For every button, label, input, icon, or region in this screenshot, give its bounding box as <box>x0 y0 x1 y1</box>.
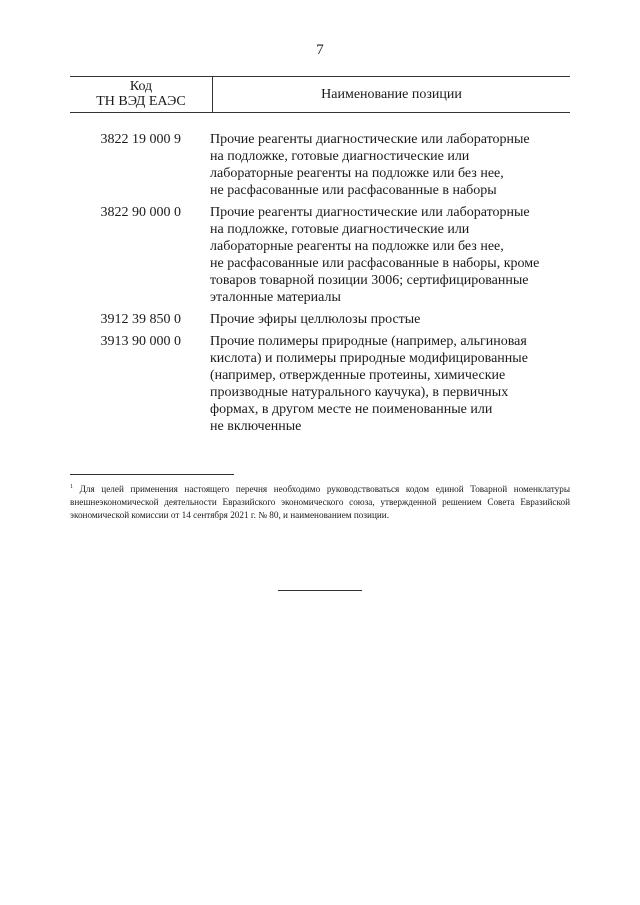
footnote-marker: 1 <box>70 484 73 490</box>
end-of-document-rule <box>278 590 362 591</box>
row-name <box>210 131 570 199</box>
row-name <box>210 204 570 306</box>
row-code: 3912 39 850 0 <box>100 312 181 327</box>
row-code: 3822 19 000 9 <box>100 132 181 147</box>
row-name-line: Прочие реагенты диагностические или лабораторные <box>210 205 530 220</box>
row-name-line: производные натурального каучука), в первичных <box>210 385 509 400</box>
row-name-line: на подложке, готовые диагностические или <box>210 149 470 164</box>
row-name-line: не расфасованные или расфасованные в наборы, кроме <box>210 256 540 271</box>
header-name-column: Наименование позиции <box>321 87 462 102</box>
row-name-line: кислота) и полимеры природные модифицированные <box>210 351 528 366</box>
row-code: 3913 90 000 0 <box>100 334 181 349</box>
row-code: 3822 90 000 0 <box>100 205 181 220</box>
table-row <box>70 311 570 328</box>
row-name-line: формах, в другом месте не поименованные или <box>210 402 493 417</box>
table-header <box>70 76 570 113</box>
table-row <box>70 131 570 199</box>
row-name-line: Прочие реагенты диагностические или лабораторные <box>210 132 530 147</box>
footnote-text: Для целей применения настоящего перечня необходимо руководствоваться кодом единой Товарной номенклатуры внешнеэкономической деятельности Евразийского экономического союза, утвержденной решением Совета Евразийской экономической комиссии от 14 сентября 2021 г. № 80, и наименованием позиции. <box>70 484 571 521</box>
row-name-line: эталонные материалы <box>210 290 341 305</box>
row-name-line: не включенные <box>210 419 302 434</box>
row-name-line: товаров товарной позиции 3006; сертифицированные <box>210 273 529 288</box>
row-name-line: Прочие эфиры целлюлозы простые <box>210 312 421 327</box>
table-row <box>70 333 570 435</box>
footnote-separator <box>70 474 234 475</box>
header-code-line1: Код <box>129 79 153 94</box>
row-name-line: Прочие полимеры природные (например, альгиновая <box>210 334 527 349</box>
row-name <box>210 333 570 435</box>
row-name-line: лабораторные реагенты на подложке или без нее, <box>210 239 504 254</box>
row-name-line: (например, отвержденные протеины, химические <box>210 368 506 383</box>
row-name <box>210 311 570 328</box>
table-body <box>70 131 570 440</box>
row-name-line: лабораторные реагенты на подложке или без нее, <box>210 166 504 181</box>
page-number: 7 <box>316 42 324 58</box>
row-name-line: на подложке, готовые диагностические или <box>210 222 470 237</box>
header-code-column <box>70 79 212 109</box>
table-row <box>70 204 570 306</box>
header-code-line2: ТН ВЭД ЕАЭС <box>96 94 186 109</box>
footnote <box>70 481 570 522</box>
row-name-line: не расфасованные или расфасованные в наборы <box>210 183 497 198</box>
